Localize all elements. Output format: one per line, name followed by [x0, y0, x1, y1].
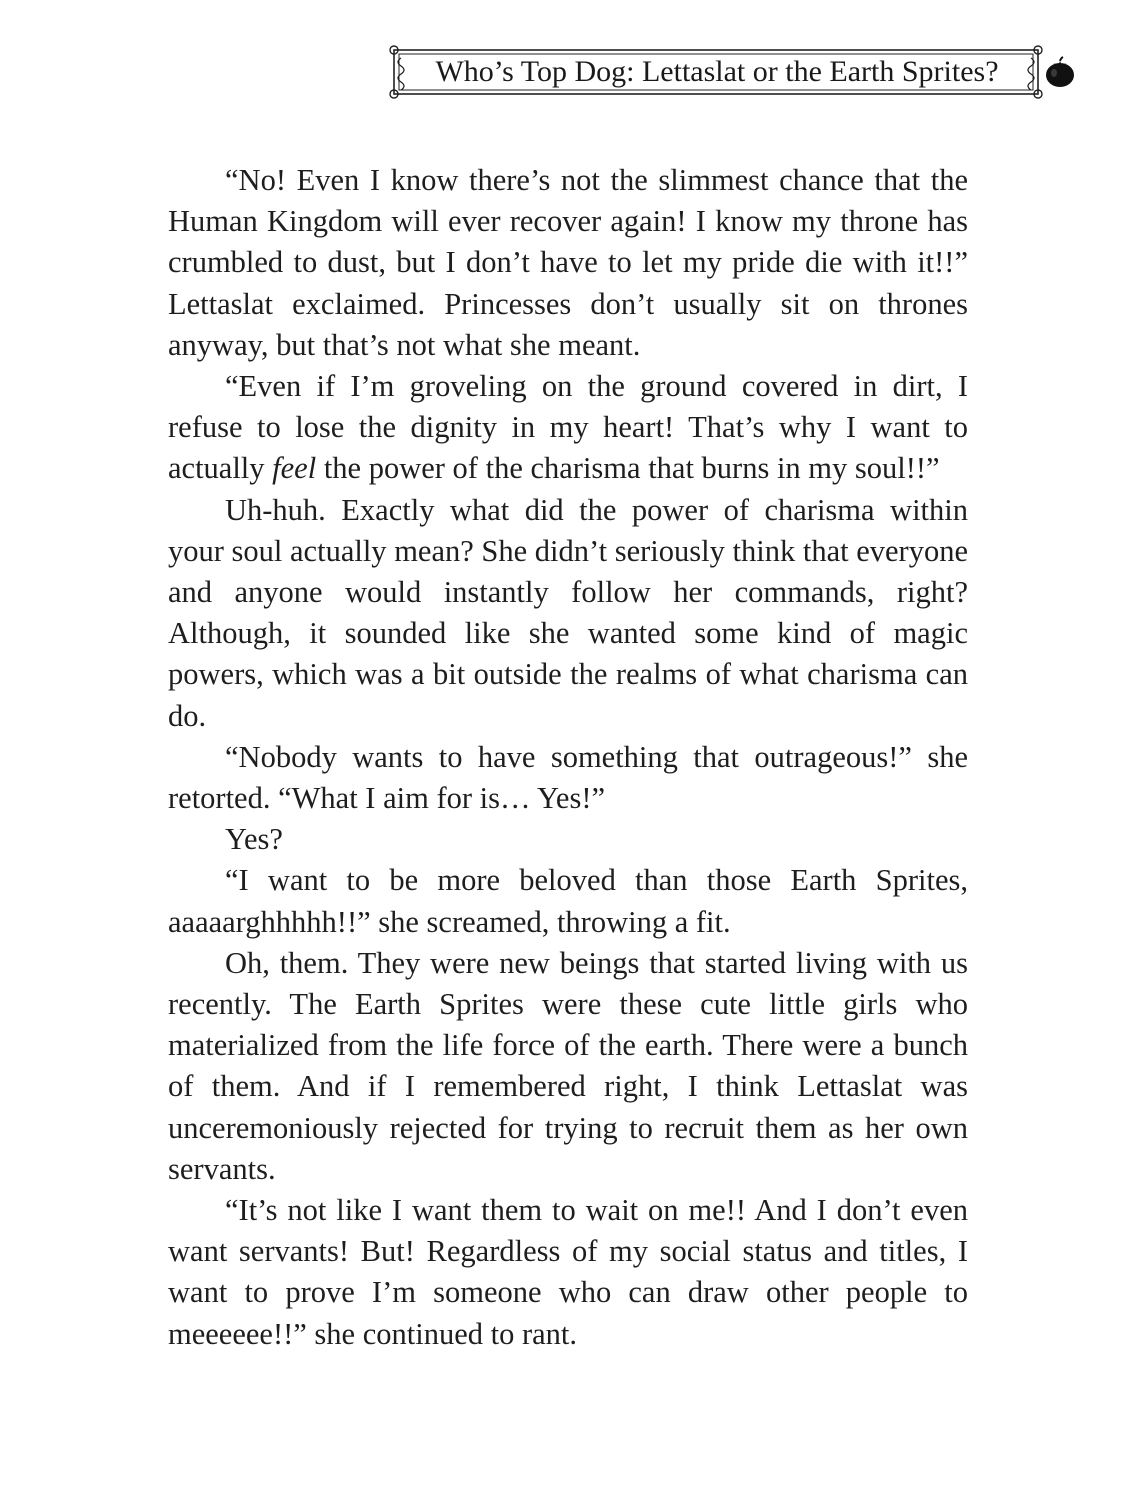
- paragraph-1: “No! Even I know there’s not the slimmest chance that the Human Kingdom will ever recover again! I know my throne has crumbled to dust, but I don’t have to let my pride die with it!!” Lettaslat exclaimed. Princesses don’t usually sit on thrones anyway, but that’s not what she meant.: [168, 163, 968, 362]
- running-header-title: Who’s Top Dog: Lettaslat or the Earth Sprites?: [435, 55, 999, 88]
- running-header: [388, 44, 1044, 100]
- tomato-icon: [1044, 55, 1076, 89]
- page-body: [168, 160, 968, 1355]
- paragraph-8: “It’s not like I want them to wait on me!! And I don’t even want servants! But! Regardless of my social status and titles, I want to prove I’m someone who can draw other people to meeeeee!!” she continued to rant.: [168, 1193, 968, 1351]
- paragraph-2-text-before: “Even if I’m groveling on the ground covered in dirt, I refuse to lose the dignity in my heart! That’s why I want to actually: [168, 369, 968, 486]
- paragraph-6: “I want to be more beloved than those Earth Sprites, aaaaarghhhhh!!” she screamed, throwing a fit.: [168, 863, 968, 939]
- paragraph-3: Uh-huh. Exactly what did the power of charisma within your soul actually mean? She didn’t seriously think that everyone and anyone would instantly follow her commands, right? Although, it sounded like she wanted some kind of magic powers, which was a bit outside the realms of what charisma can do.: [168, 492, 968, 733]
- paragraph-2: [168, 366, 968, 490]
- paragraph-5: Yes?: [225, 822, 283, 857]
- paragraph-2-emphasis: feel: [272, 451, 317, 486]
- paragraph-7: Oh, them. They were new beings that started living with us recently. The Earth Sprites were these cute little girls who materialized from the life force of the earth. There were a bunch of them. And if I remembered right, I think Lettaslat was unceremoniously rejected for trying to recruit them as her own servants.: [168, 945, 968, 1186]
- paragraph-2-text-after: the power of the charisma that burns in my soul!!”: [316, 451, 940, 486]
- paragraph-4: “Nobody wants to have something that outrageous!” she retorted. “What I aim for is… Yes!”: [168, 739, 968, 816]
